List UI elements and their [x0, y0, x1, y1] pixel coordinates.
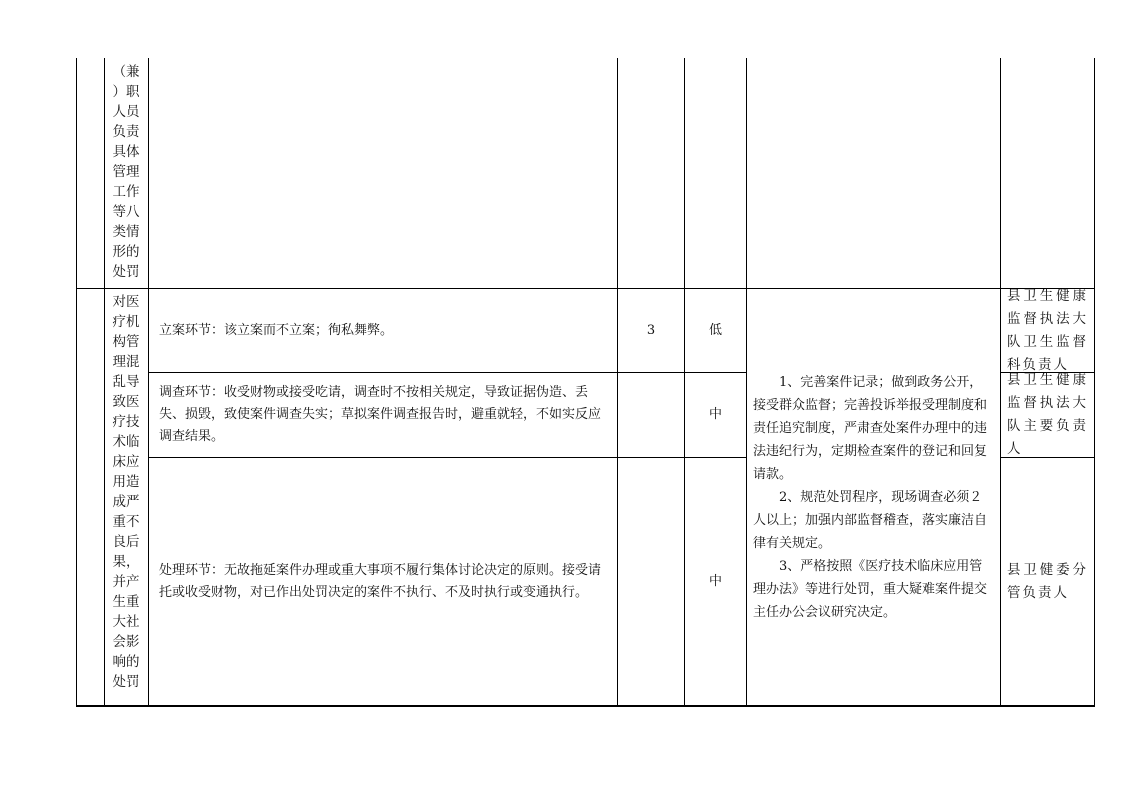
column-divider-5 [746, 58, 747, 706]
risk-point-cell [149, 373, 617, 457]
risk-point-cell [149, 458, 617, 705]
risk-score: 3 [646, 322, 656, 338]
risk-score-cell [618, 458, 684, 705]
risk-level: 中 [708, 407, 722, 422]
measure-item: 2、规范处罚程序，现场调查必须２人以上；加强内部监督稽查，落实廉洁自律有关规定。 [753, 489, 988, 551]
responsible-cell [1001, 458, 1094, 705]
risk-level-cell [685, 458, 746, 705]
risk-point-text: 调查环节：收受财物或接受吃请，调查时不按相关规定，导致证据伪造、丢失、损毁，致使案件调查失实；草拟案件调查报告时，避重就轻，不如实反应调查结果。 [159, 385, 602, 444]
responsible-cell [1001, 373, 1094, 457]
responsible-text: 县卫生健康监督执法大队卫生监督科负责人 [1007, 287, 1088, 373]
prevention-measures [753, 371, 995, 624]
risk-level-cell [685, 289, 746, 372]
measure-item: 1、完善案件记录；做到政务公开，接受群众监督；完善投诉举报受理制度和责任追究制度，严肃查处案件办理中的违法违纪行为，定期检查案件的登记和回复请款。 [753, 374, 988, 482]
responsible-text: 县卫健委分管负责人 [1007, 561, 1088, 601]
responsible-text: 县卫生健康监督执法大队主要负责人 [1007, 372, 1088, 457]
risk-point-cell [149, 289, 617, 372]
risk-point-text: 处理环节：无故拖延案件办理或重大事项不履行集体讨论决定的原则。接受请托或收受财物，对已作出处罚决定的案件不执行、不及时执行或变通执行。 [159, 562, 602, 600]
prevention-measures-cell [753, 289, 995, 705]
risk-level-cell [685, 373, 746, 457]
table-border-bottom [76, 705, 1095, 707]
responsible-cell [1001, 289, 1094, 372]
table-border-left [76, 58, 77, 706]
risk-score-cell [618, 289, 684, 372]
table-border-right [1094, 58, 1095, 706]
column-divider-1 [104, 58, 105, 706]
risk-point-text: 立案环节：该立案而不立案；徇私舞弊。 [159, 322, 394, 338]
risk-score-cell [618, 373, 684, 457]
risk-level: 低 [708, 322, 722, 338]
top-item-name: （兼 ）职 人员 负责 具体 管理 工作 等八 类情 形的 处罚 [112, 64, 140, 280]
item-name: 对医 疗机 构管 理混 乱导 致医 疗技 术临 床应 用造 成严 重不 良后 果， 并产 生重 大社 会影 响的 处罚 [112, 294, 140, 690]
measure-item: 3、严格按照《医疗技术临床应用管理办法》等进行处罚，重大疑难案件提交主任办公会议研究决定。 [753, 558, 988, 620]
risk-level: 中 [708, 573, 722, 589]
